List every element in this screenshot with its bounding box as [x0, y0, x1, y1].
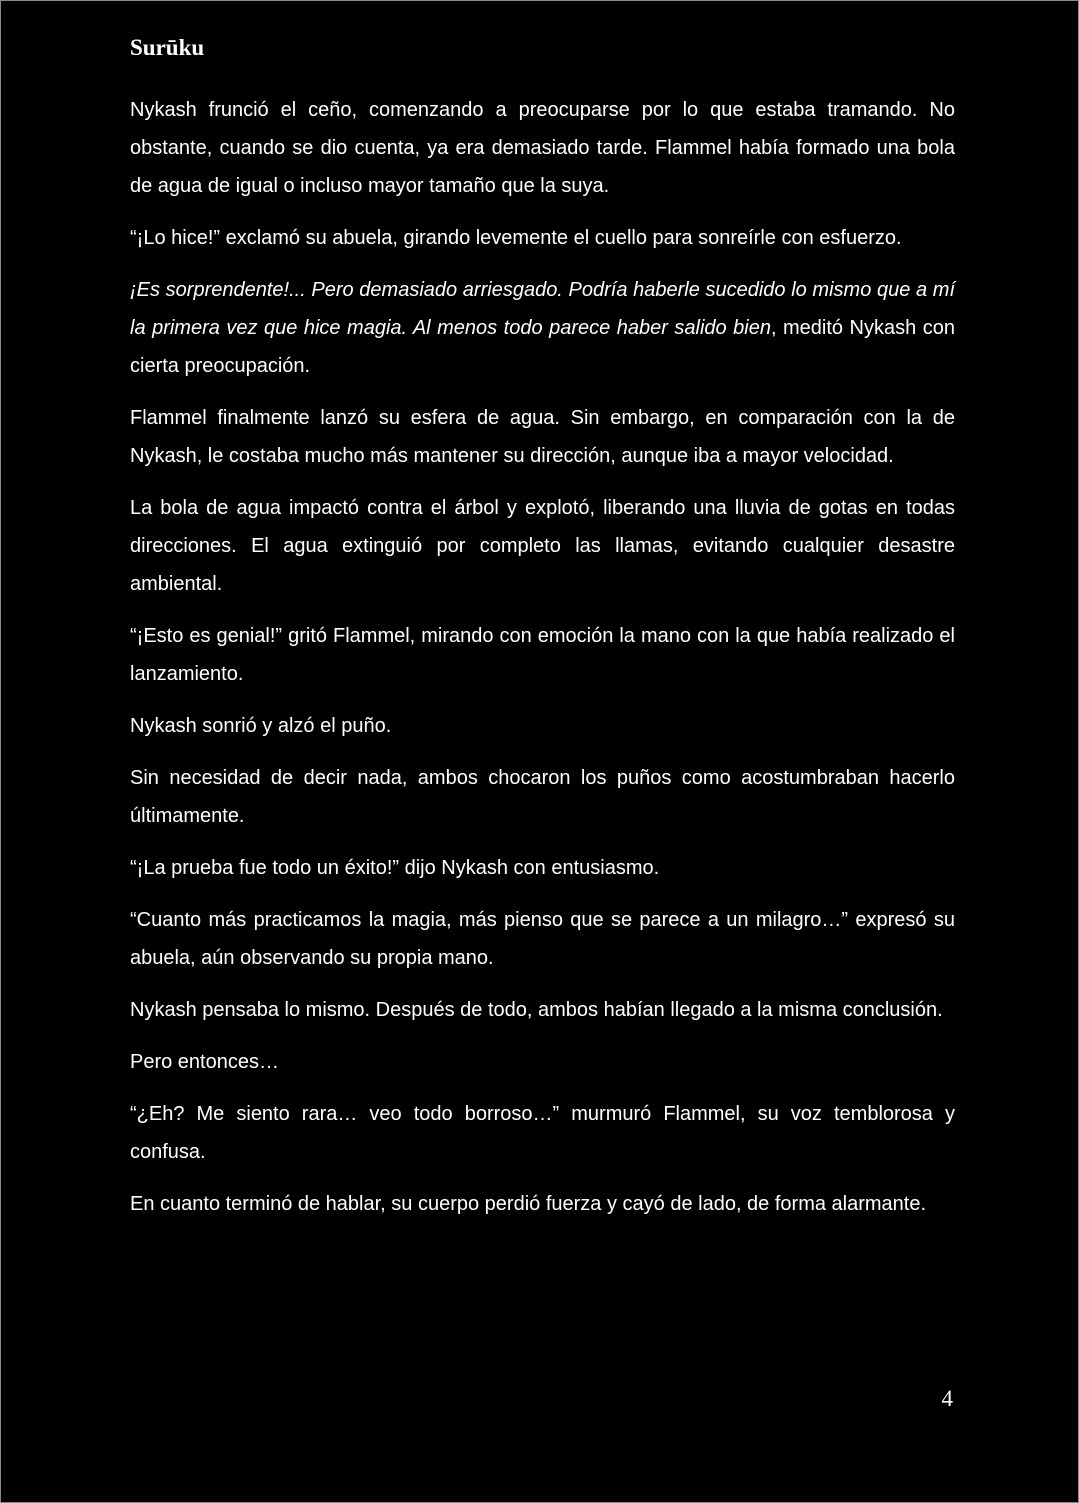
page-number: 4 — [941, 1386, 953, 1411]
paragraph: Sin necesidad de decir nada, ambos chocaron los puños como acostumbraban hacerlo últimamente. — [130, 767, 955, 827]
paragraph: Nykash sonrió y alzó el puño. — [130, 715, 392, 737]
thought-attribution: , meditó Nykash con cierta preocupación. — [130, 317, 955, 377]
paragraph: “¡Esto es genial!” gritó Flammel, mirando con emoción la mano con la que había realizado el lanzamiento. — [130, 625, 955, 685]
running-header: Surūku — [130, 35, 205, 60]
italic-thought-text: ¡Es sorprendente!... Pero demasiado arriesgado. Podría haberle sucedido lo mismo que a mí la primera vez que hice magia. Al menos todo parece haber salido bien — [130, 279, 955, 339]
paragraph: Nykash frunció el ceño, comenzando a preocuparse por lo que estaba tramando. No obstante, cuando se dio cuenta, ya era demasiado tarde. Flammel había formado una bola de agua de igual o incluso mayor tamaño que la suya. — [130, 99, 955, 197]
paragraph: La bola de agua impactó contra el árbol y explotó, liberando una lluvia de gotas en todas direcciones. El agua extinguió por completo las llamas, evitando cualquier desastre ambiental. — [130, 497, 955, 595]
paragraph: “Cuanto más practicamos la magia, más pienso que se parece a un milagro…” expresó su abuela, aún observando su propia mano. — [130, 909, 955, 969]
paragraph: Nykash pensaba lo mismo. Después de todo, ambos habían llegado a la misma conclusión. — [130, 999, 943, 1021]
paragraph: En cuanto terminó de hablar, su cuerpo perdió fuerza y cayó de lado, de forma alarmante. — [130, 1193, 927, 1215]
body-text — [130, 91, 955, 1237]
paragraph: Flammel finalmente lanzó su esfera de agua. Sin embargo, en comparación con la de Nykash, le costaba mucho más mantener su dirección, aunque iba a mayor velocidad. — [130, 407, 955, 467]
paragraph: “¿Eh? Me siento rara… veo todo borroso…” murmuró Flammel, su voz temblorosa y confusa. — [130, 1103, 955, 1163]
paragraph: “¡La prueba fue todo un éxito!” dijo Nykash con entusiasmo. — [130, 857, 660, 879]
paragraph-thought — [130, 271, 955, 385]
paragraph: Pero entonces… — [130, 1051, 279, 1073]
paragraph: “¡Lo hice!” exclamó su abuela, girando levemente el cuello para sonreírle con esfuerzo. — [130, 227, 902, 249]
